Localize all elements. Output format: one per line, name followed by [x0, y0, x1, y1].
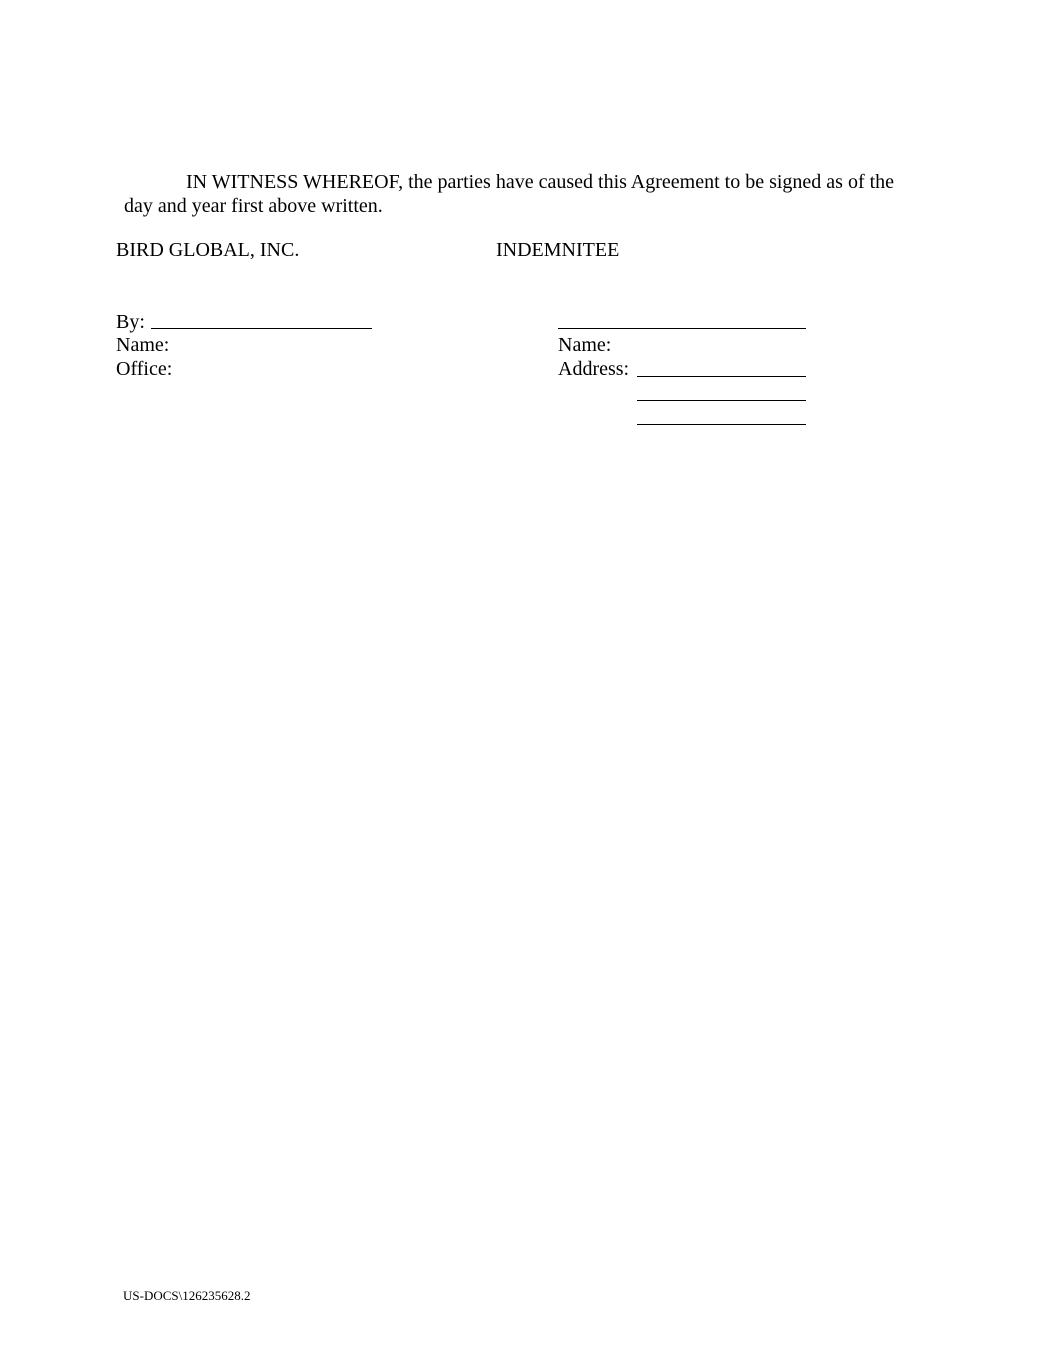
indemnitee-party-name: INDEMNITEE — [496, 239, 620, 261]
company-office-label: Office: — [116, 358, 173, 380]
witness-clause-line-1: IN WITNESS WHEREOF, the parties have caused this Agreement to be signed as of the — [186, 171, 895, 193]
footer-document-id: US-DOCS\126235628.2 — [123, 1288, 251, 1303]
company-party-name: BIRD GLOBAL, INC. — [116, 239, 300, 261]
witness-clause-line-2: day and year first above written. — [124, 195, 383, 217]
indemnitee-signature-line[interactable] — [558, 328, 806, 329]
indemnitee-address-line-1[interactable] — [637, 376, 806, 377]
company-signature-line[interactable] — [151, 328, 372, 329]
indemnitee-address-label: Address: — [558, 358, 630, 380]
indemnitee-address-line-3[interactable] — [637, 424, 806, 425]
indemnitee-address-line-2[interactable] — [637, 400, 806, 401]
company-by-label: By: — [116, 311, 145, 333]
indemnitee-name-label: Name: — [558, 334, 612, 356]
company-name-label: Name: — [116, 334, 170, 356]
